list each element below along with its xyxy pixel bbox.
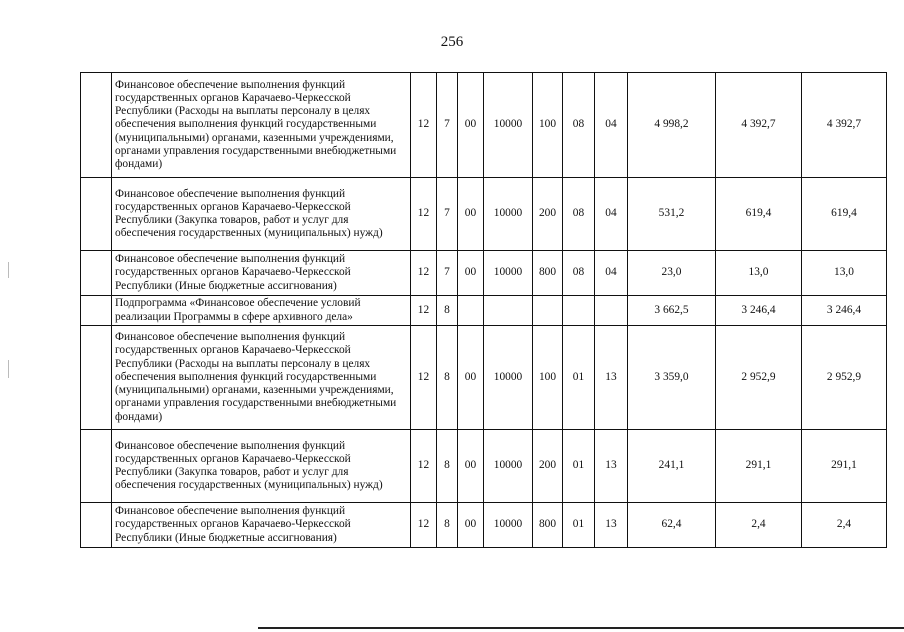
code-cell: 7 [437, 178, 458, 251]
code-cell: 10000 [484, 178, 533, 251]
amount-cell: 4 392,7 [802, 73, 887, 178]
code-cell: 10000 [484, 251, 533, 296]
code-cell: 12 [411, 326, 437, 430]
code-cell: 100 [533, 326, 563, 430]
amount-cell: 3 246,4 [716, 296, 802, 326]
code-cell: 200 [533, 178, 563, 251]
code-cell: 12 [411, 430, 437, 503]
row-description: Финансовое обеспечение выполнения функций государственных органов Карачаево-Черкесской Республики (Закупка товаров, работ и услуг для обеспечения государственных (муниципальных) нужд) [112, 430, 411, 503]
code-cell: 200 [533, 430, 563, 503]
amount-cell: 2 952,9 [716, 326, 802, 430]
row-index-cell [81, 296, 112, 326]
code-cell: 01 [563, 326, 595, 430]
scan-artifact [8, 360, 9, 378]
amount-cell: 13,0 [802, 251, 887, 296]
table-row [81, 326, 887, 430]
code-cell: 00 [458, 178, 484, 251]
table-row [81, 178, 887, 251]
amount-cell: 619,4 [716, 178, 802, 251]
row-index-cell [81, 326, 112, 430]
code-cell: 12 [411, 178, 437, 251]
row-description: Финансовое обеспечение выполнения функций государственных органов Карачаево-Черкесской Республики (Закупка товаров, работ и услуг для обеспечения государственных (муниципальных) нужд) [112, 178, 411, 251]
code-cell: 00 [458, 251, 484, 296]
amount-cell: 241,1 [628, 430, 716, 503]
code-cell: 13 [595, 430, 628, 503]
code-cell: 7 [437, 73, 458, 178]
amount-cell: 291,1 [716, 430, 802, 503]
amount-cell: 2 952,9 [802, 326, 887, 430]
code-cell [484, 296, 533, 326]
amount-cell: 62,4 [628, 503, 716, 548]
code-cell: 800 [533, 503, 563, 548]
row-description: Финансовое обеспечение выполнения функций государственных органов Карачаево-Черкесской Республики (Иные бюджетные ассигнования) [112, 503, 411, 548]
code-cell: 8 [437, 326, 458, 430]
row-index-cell [81, 503, 112, 548]
code-cell: 800 [533, 251, 563, 296]
code-cell [458, 296, 484, 326]
amount-cell: 4 392,7 [716, 73, 802, 178]
code-cell: 10000 [484, 503, 533, 548]
amount-cell: 3 246,4 [802, 296, 887, 326]
code-cell: 00 [458, 326, 484, 430]
amount-cell: 13,0 [716, 251, 802, 296]
table-row [81, 73, 887, 178]
amount-cell: 3 359,0 [628, 326, 716, 430]
row-index-cell [81, 251, 112, 296]
row-description: Финансовое обеспечение выполнения функций государственных органов Карачаево-Черкесской Республики (Иные бюджетные ассигнования) [112, 251, 411, 296]
amount-cell: 619,4 [802, 178, 887, 251]
code-cell: 100 [533, 73, 563, 178]
code-cell: 12 [411, 73, 437, 178]
code-cell [533, 296, 563, 326]
code-cell [563, 296, 595, 326]
row-index-cell [81, 430, 112, 503]
code-cell: 12 [411, 251, 437, 296]
budget-table [80, 72, 887, 548]
code-cell: 04 [595, 178, 628, 251]
code-cell: 10000 [484, 73, 533, 178]
amount-cell: 291,1 [802, 430, 887, 503]
code-cell: 10000 [484, 326, 533, 430]
amount-cell: 23,0 [628, 251, 716, 296]
code-cell: 8 [437, 503, 458, 548]
code-cell: 01 [563, 430, 595, 503]
code-cell [595, 296, 628, 326]
amount-cell: 4 998,2 [628, 73, 716, 178]
row-description: Финансовое обеспечение выполнения функций государственных органов Карачаево-Черкесской Республики (Расходы на выплаты персоналу в целях обеспечения выполнения функций государственными (муниципальными) органами, казенными учреждениями, органами управления государственными внебюджетными фондами) [112, 326, 411, 430]
amount-cell: 3 662,5 [628, 296, 716, 326]
code-cell: 04 [595, 251, 628, 296]
page-number: 256 [440, 34, 464, 50]
code-cell: 00 [458, 430, 484, 503]
scan-artifact [8, 262, 9, 278]
code-cell: 13 [595, 326, 628, 430]
code-cell: 12 [411, 296, 437, 326]
code-cell: 01 [563, 503, 595, 548]
code-cell: 13 [595, 503, 628, 548]
code-cell: 08 [563, 251, 595, 296]
row-index-cell [81, 73, 112, 178]
code-cell: 12 [411, 503, 437, 548]
code-cell: 7 [437, 251, 458, 296]
code-cell: 8 [437, 430, 458, 503]
code-cell: 8 [437, 296, 458, 326]
amount-cell: 2,4 [802, 503, 887, 548]
code-cell: 10000 [484, 430, 533, 503]
row-description: Финансовое обеспечение выполнения функций государственных органов Карачаево-Черкесской Республики (Расходы на выплаты персоналу в целях обеспечения выполнения функций государственными (муниципальными) органами, казенными учреждениями, органами управления государственными внебюджетными фондами) [112, 73, 411, 178]
row-index-cell [81, 178, 112, 251]
code-cell: 04 [595, 73, 628, 178]
amount-cell: 2,4 [716, 503, 802, 548]
table-row [81, 430, 887, 503]
code-cell: 08 [563, 178, 595, 251]
amount-cell: 531,2 [628, 178, 716, 251]
code-cell: 00 [458, 73, 484, 178]
code-cell: 08 [563, 73, 595, 178]
code-cell: 00 [458, 503, 484, 548]
row-description: Подпрограмма «Финансовое обеспечение условий реализации Программы в сфере архивного дела» [112, 296, 411, 326]
page-bottom-rule [258, 627, 904, 629]
table-row [81, 503, 887, 548]
table-row [81, 296, 887, 326]
table-row [81, 251, 887, 296]
